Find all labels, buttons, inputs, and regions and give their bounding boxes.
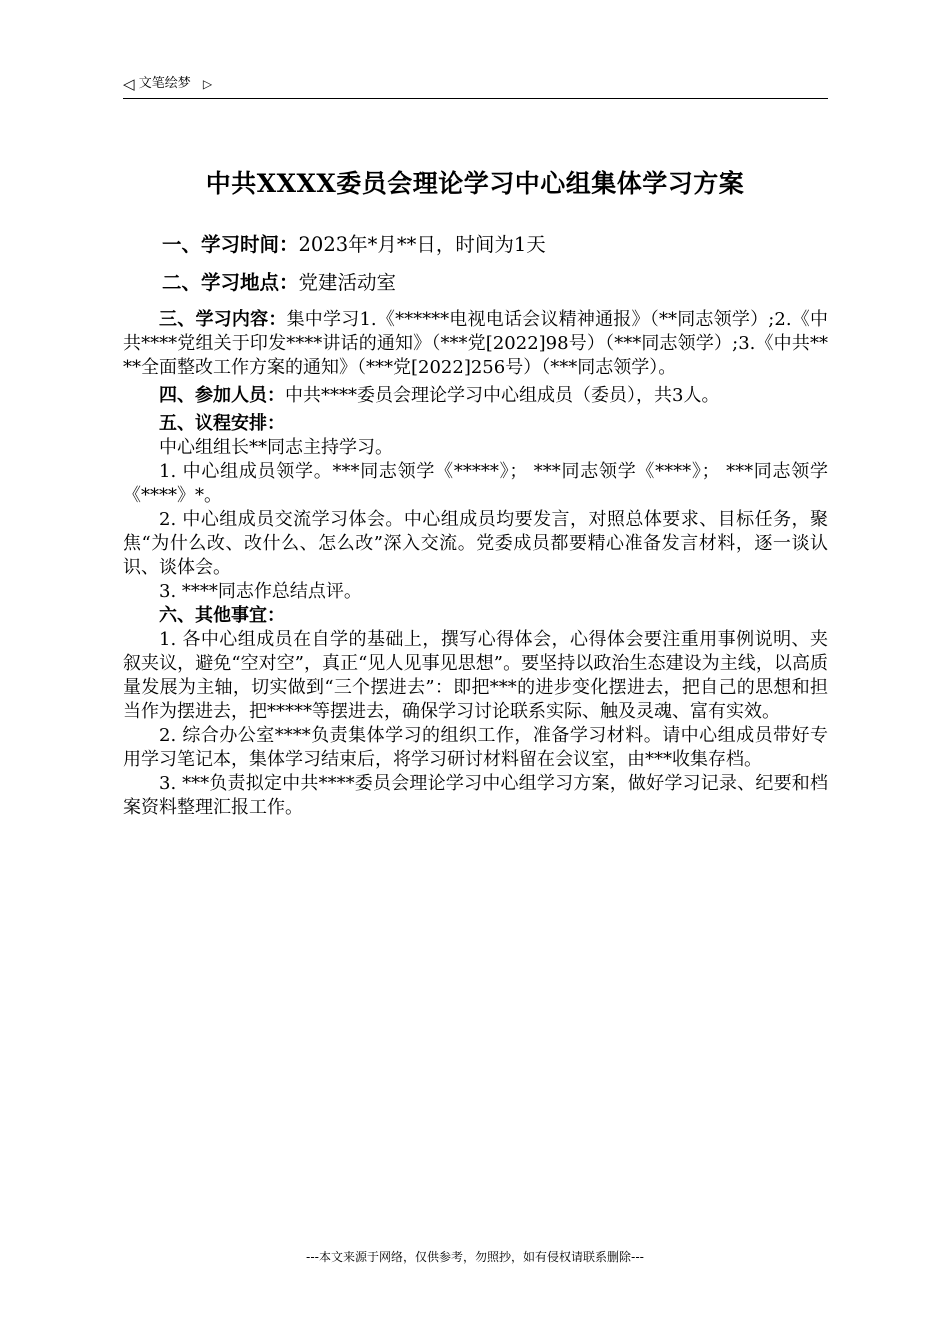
left-triangle-icon: ◁ — [123, 75, 135, 93]
section-participants-label: 四、参加人员： — [159, 385, 285, 406]
agenda-intro: 中心组组长**同志主持学习。 — [159, 437, 393, 458]
right-triangle-icon: ▷ — [202, 77, 213, 91]
section-agenda-label: 五、议程安排： — [159, 413, 285, 434]
page-header — [123, 74, 828, 99]
section-time-text: 2023年*月**日，时间为1天 — [298, 233, 546, 256]
agenda-item: 2. 中心组成员交流学习体会。中心组成员均要发言，对照总体要求、目标任务，聚焦“为什么改、改什么、怎么改”深入交流。党委成员都要精心准备发言材料，逐一谈认识、谈体会。 — [123, 509, 828, 578]
section-place-label: 二、学习地点： — [162, 271, 299, 294]
page-footer: ---本文来源于网络，仅供参考，勿照抄，如有侵权请联系删除--- — [306, 1250, 644, 1264]
section-place — [123, 270, 828, 296]
section-other-label: 六、其他事宜： — [159, 605, 285, 626]
other-item: 3. ***负责拟定中共****委员会理论学习中心组学习方案，做好学习记录、纪要和档案资料整理汇报工作。 — [123, 773, 828, 818]
section-time — [123, 232, 828, 258]
section-content — [123, 308, 828, 380]
section-agenda — [123, 412, 828, 436]
document-body — [123, 232, 828, 820]
header-brand: 文笔绘梦 — [138, 76, 191, 91]
agenda-item: 1. 中心组成员领学。***同志领学《*****》； ***同志领学《****》； ***同志领学《****》*。 — [123, 461, 828, 506]
document-title: 中共XXXX委员会理论学习中心组集体学习方案 — [205, 169, 745, 198]
agenda-item: 3. ****同志作总结点评。 — [159, 581, 362, 602]
section-content-text: 集中学习1.《******电视电话会议精神通报》（**同志领学）;2.《中共****党组关于印发****讲话的通知》（***党[2022]98号）（***同志领学）;3.《中共****全面整改工作方案的通知》（***党[2022]256号）（***同志领学）。 — [123, 309, 828, 378]
other-item: 2. 综合办公室****负责集体学习的组织工作，准备学习材料。请中心组成员带好专用学习笔记本，集体学习结束后，将学习研讨材料留在会议室，由***收集存档。 — [123, 725, 828, 770]
section-other — [123, 604, 828, 628]
other-item: 1. 各中心组成员在自学的基础上，撰写心得体会，心得体会要注重用事例说明、夹叙夹议，避免“空对空”，真正“见人见事见思想”。要坚持以政治生态建设为主线，以高质量发展为主轴，切实做到“三个摆进去”：即把***的进步变化摆进去，把自己的思想和担当作为摆进去，把*****等摆进去，确保学习讨论联系实际、触及灵魂、富有实效。 — [123, 629, 828, 722]
section-participants-text: 中共****委员会理论学习中心组成员（委员），共3人。 — [285, 385, 720, 406]
section-time-label: 一、学习时间： — [162, 233, 299, 256]
section-participants — [123, 384, 828, 408]
section-place-text: 党建活动室 — [298, 271, 397, 294]
section-content-label: 三、学习内容： — [159, 309, 287, 330]
